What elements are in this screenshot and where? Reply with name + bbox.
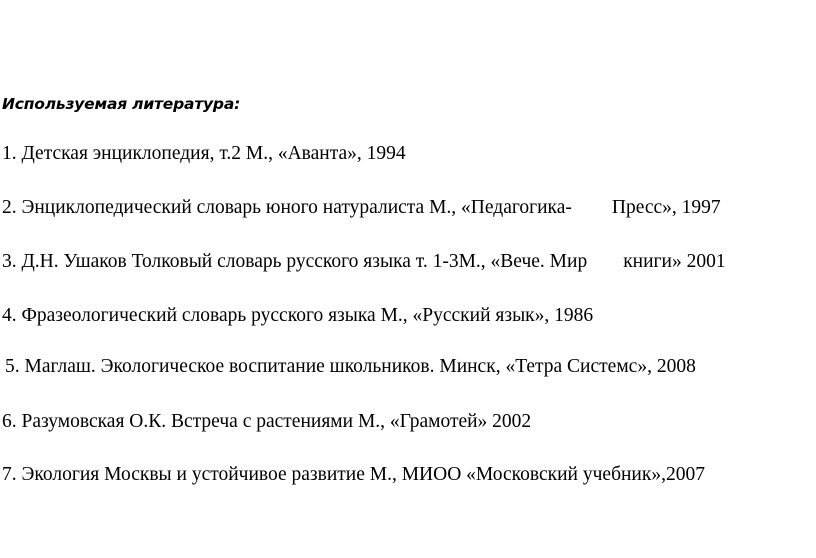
reference-item-6 — [2, 411, 531, 433]
reference-item-3 — [2, 251, 726, 273]
reference-item-4 — [2, 305, 593, 327]
reference-item-7 — [2, 464, 705, 486]
reference-item-1 — [2, 143, 406, 165]
reference-text: 5. Маглаш. Экологическое воспитание школьников. Минск, «Тетра Системс», 2008 — [5, 356, 696, 377]
reference-text: 7. Экология Москвы и устойчивое развитие М., МИОО «Московский учебник»,2007 — [2, 464, 705, 485]
reference-text: 1. Детская энциклопедия, т.2 М., «Аванта», 1994 — [2, 143, 406, 164]
reference-text: 6. Разумовская О.К. Встреча с растениями М., «Грамотей» 2002 — [2, 411, 532, 432]
reference-text: 3. Д.Н. Ушаков Толковый словарь русского языка т. 1-3М., «Вече. Мир — [2, 251, 588, 272]
references-heading: Используемая литература: — [2, 95, 241, 113]
reference-item-5 — [5, 356, 696, 378]
reference-text: 2. Энциклопедический словарь юного натуралиста М., «Педагогика- — [2, 197, 572, 218]
reference-item-2 — [2, 197, 721, 219]
reference-text-tail: Пресс», 1997 — [611, 197, 721, 218]
reference-text-tail: книги» 2001 — [623, 251, 726, 272]
reference-text: 4. Фразеологический словарь русского языка М., «Русский язык», 1986 — [2, 305, 594, 326]
